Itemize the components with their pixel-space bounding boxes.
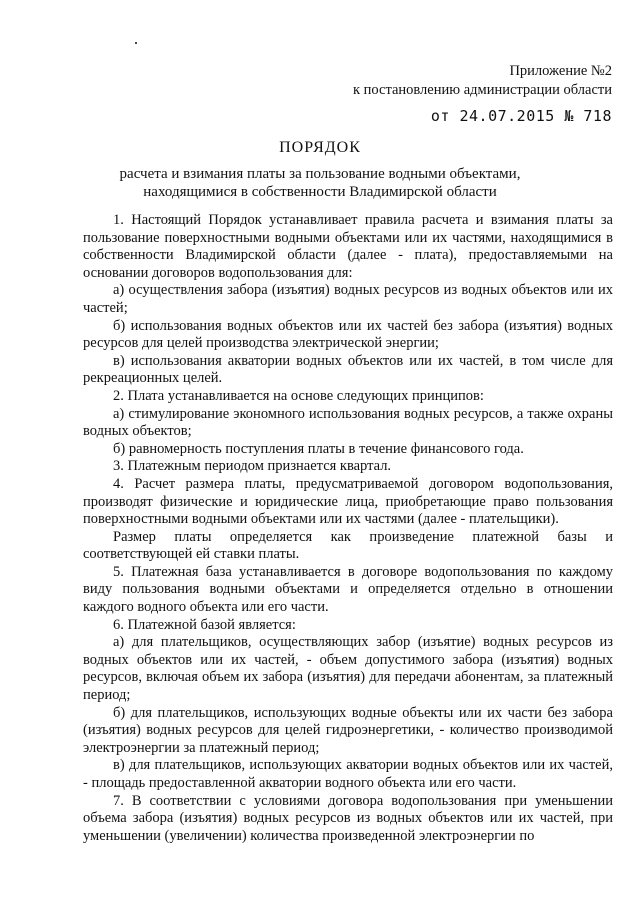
paragraph: а) стимулирование экономного использования водных ресурсов, а также охраны водных объектов; <box>83 405 613 440</box>
paragraph: 1. Настоящий Порядок устанавливает правила расчета и взимания платы за пользование поверхностными водными объектами или их частями, находящимися в собственности Владимирской области (далее - плата), предоставляемыми на основании договоров водопользования для: <box>83 212 613 281</box>
paragraph: 3. Платежным периодом признается квартал. <box>113 458 392 475</box>
paragraph: в) для плательщиков, использующих акватории водных объектов или их частей, - площадь предоставленной акватории водного объекта или его части. <box>83 757 613 791</box>
paragraph: б) для плательщиков, использующих водные объекты или их части без забора (изъятия) водных ресурсов для целей гидроэнергетики, - количество производимой электроэнергии за платежный период; <box>83 704 613 756</box>
paragraph: 2. Плата устанавливается на основе следующих принципов: <box>113 387 484 404</box>
document-subtitle: расчета и взимания платы за пользование водными объектами, находящимися в собственности Владимирской области <box>119 166 521 200</box>
paragraph: 7. В соответствии с условиями договора водопользования при уменьшении объема забора (изъятия) водных ресурсов из водных объектов или их частей, при уменьшении (увеличении) количества произведенной электроэнергии по <box>83 792 613 844</box>
paragraph: в) использования акватории водных объектов или их частей, в том числе для рекреационных целей. <box>83 352 613 387</box>
paragraph: 5. Платежная база устанавливается в договоре водопользования по каждому виду пользования водными объектами и определяется отдельно в отношении каждого водного объекта или его части. <box>83 563 613 616</box>
document-body <box>83 212 613 845</box>
paragraph: а) для плательщиков, осуществляющих забор (изъятие) водных ресурсов из водных объектов или их частей, - объем допустимого забора (изъятия) водных ресурсов, включая объем их забора (изъятия) для передачи абонентам, за платежный период; <box>83 634 613 704</box>
resolution-date-number: от 24.07.2015 № 718 <box>430 107 612 125</box>
paragraph: б) равномерность поступления платы в течение финансового года. <box>113 440 524 457</box>
resolution-reference: к постановлению администрации области <box>352 82 612 98</box>
paragraph: 6. Платежной базой является: <box>113 616 296 633</box>
paragraph: а) осуществления забора (изъятия) водных ресурсов из водных объектов или их частей; <box>83 282 613 316</box>
scan-speck <box>135 42 137 44</box>
paragraph: Размер платы определяется как произведение платежной базы и соответствующей ей ставки платы. <box>83 528 613 563</box>
paragraph: б) использования водных объектов или их частей без забора (изъятия) водных ресурсов для целей производства электрической энергии; <box>83 317 613 352</box>
document-title: ПОРЯДОК <box>279 139 361 156</box>
appendix-label: Приложение №2 <box>509 63 612 79</box>
paragraph: 4. Расчет размера платы, предусматриваемой договором водопользования, производят физические и юридические лица, приобретающие право пользования поверхностными водными объектами или их частями (далее - плательщики). <box>83 475 613 528</box>
